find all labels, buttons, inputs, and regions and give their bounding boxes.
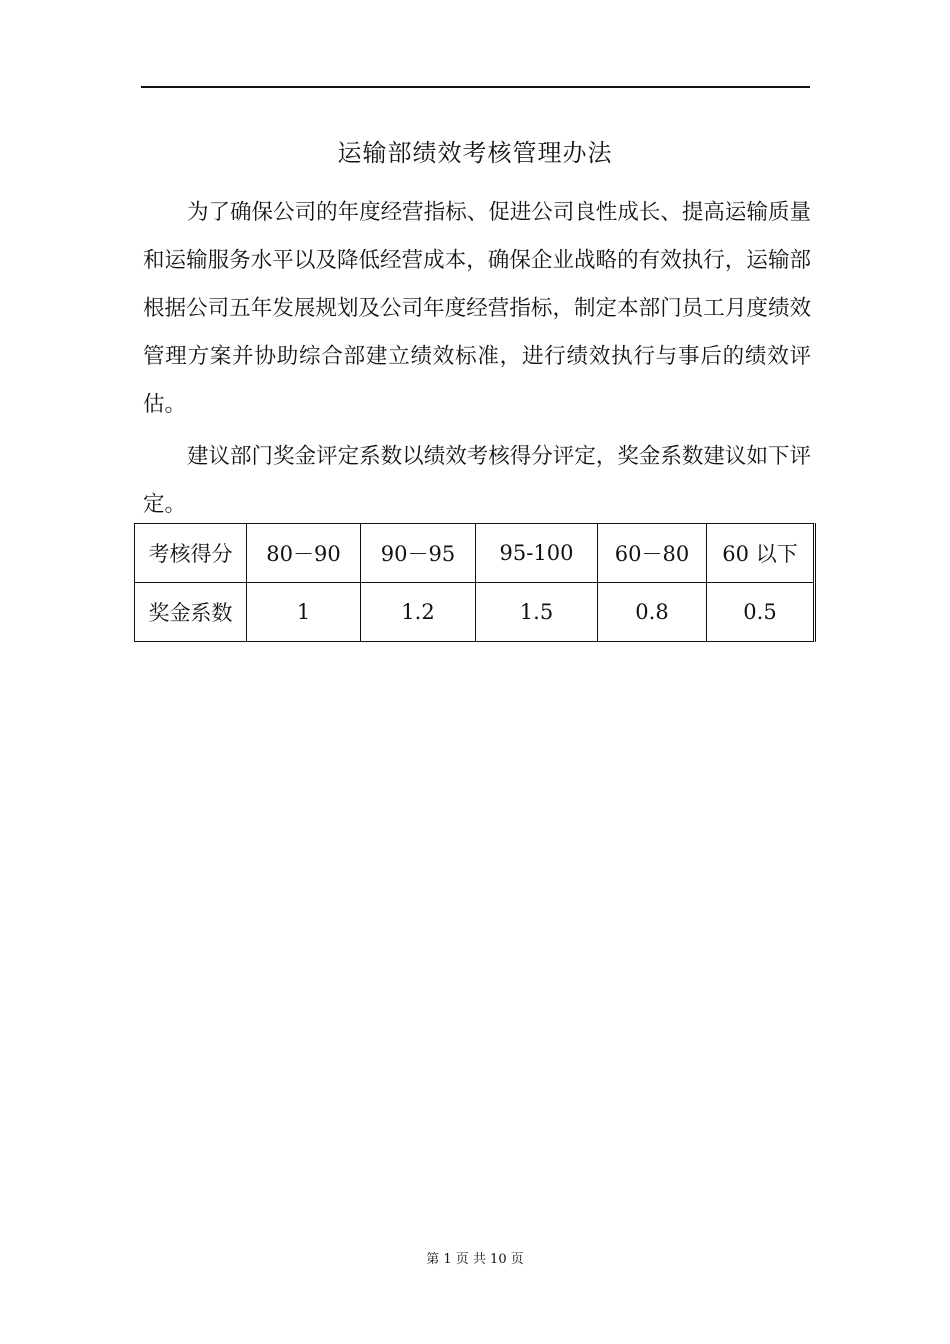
table-cell: 80－90 bbox=[247, 524, 361, 583]
table-cell: 90－95 bbox=[361, 524, 476, 583]
table-cell: 0.8 bbox=[598, 583, 707, 642]
intro-paragraph: 为了确保公司的年度经营指标、促进公司良性成长、提高运输质量和运输服务水平以及降低经营成本，确保企业战略的有效执行，运输部根据公司五年发展规划及公司年度经营指标，制定本部门员工月度绩效管理方案并协助综合部建立绩效标准，进行绩效执行与事后的绩效评估。 bbox=[143, 200, 811, 417]
table-row bbox=[135, 524, 815, 583]
page-footer: 第 1 页 共 10 页 bbox=[426, 1252, 524, 1267]
header-rule bbox=[141, 86, 810, 88]
row-header-coefficient: 奖金系数 bbox=[135, 583, 247, 642]
table-cell: 95-100 bbox=[476, 524, 598, 583]
table-cell: 1.2 bbox=[361, 583, 476, 642]
table-cell: 60－80 bbox=[598, 524, 707, 583]
table-cell: 0.5 bbox=[707, 583, 815, 642]
bonus-paragraph: 建议部门奖金评定系数以绩效考核得分评定，奖金系数建议如下评定。 bbox=[143, 444, 811, 517]
table-row bbox=[135, 583, 815, 642]
table-cell: 1.5 bbox=[476, 583, 598, 642]
row-header-score: 考核得分 bbox=[135, 524, 247, 583]
bonus-coefficient-table bbox=[134, 523, 816, 642]
table-cell: 1 bbox=[247, 583, 361, 642]
document-title: 运输部绩效考核管理办法 bbox=[337, 139, 613, 167]
table-cell: 60 以下 bbox=[707, 524, 815, 583]
